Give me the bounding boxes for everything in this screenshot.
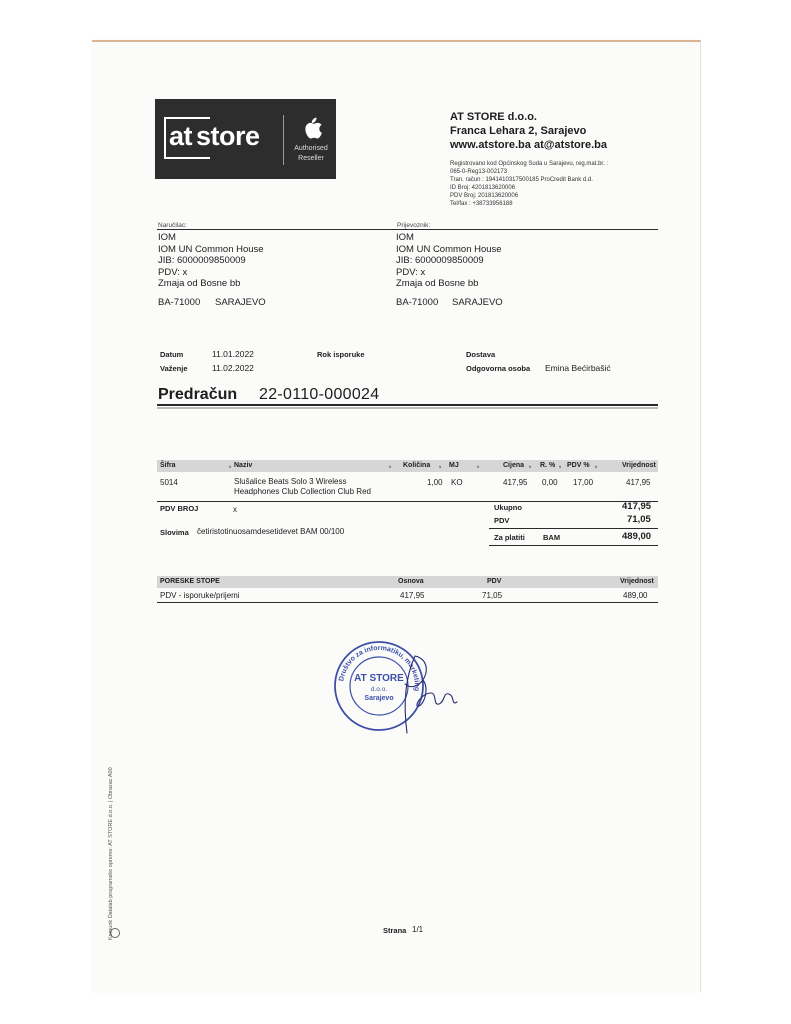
amount-in-words-label: Slovima (160, 528, 189, 537)
buyer-label: Naručilac: (158, 222, 187, 229)
item-naziv-line-1: Slušalice Beats Solo 3 Wireless (234, 477, 347, 486)
reseller-text: Reseller (298, 155, 324, 162)
col-sifra: Šifra (160, 462, 176, 469)
company-id-number: ID Broj: 4201813620006 (450, 185, 516, 191)
tax-col-osnova: Osnova (398, 578, 424, 585)
page-label: Strana (383, 926, 407, 935)
company-web: www.atstore.ba at@atstore.ba (450, 139, 608, 151)
col-pdv: PDV % (567, 462, 590, 469)
subtotal-value: 417,95 (622, 501, 652, 512)
company-info (450, 110, 608, 208)
company-bank-account: Tran. račun : 1941410317500185 ProCredit Bank d.d. (450, 177, 593, 183)
item-cijena: 417,95 (503, 478, 528, 487)
receiver-label: Prijevoznik: (397, 222, 431, 229)
tax-row-osnova: 417,95 (400, 591, 425, 600)
pdv-broj-value: x (233, 505, 237, 514)
buyer-name: IOM (158, 232, 176, 243)
stamp-center-doo: d.o.o. (370, 686, 388, 693)
col-sep-6: , (559, 462, 561, 469)
company-vat-number: PDV Broj: 201813620006 (450, 193, 519, 199)
buyer-postal: BA-71000 (158, 297, 201, 308)
receiver-postal: BA-71000 (396, 297, 439, 308)
company-registration: Registrovano kod Općinskog Suda u Sarajevu, reg.mat.br. : (450, 161, 609, 167)
stamp-center-city: Sarajevo (364, 695, 394, 702)
subtotal-label: Ukupno (494, 503, 522, 512)
title-underline (157, 404, 658, 406)
receiver-pdv: PDV: x (396, 266, 426, 278)
delivery-label: Dostava (466, 350, 496, 359)
tax-col-stope: PORESKE STOPE (160, 578, 220, 585)
date-value: 11.01.2022 (212, 349, 254, 359)
company-reg-number: 065-0-Reg13-002173 (450, 169, 508, 175)
col-sep-2: , (389, 462, 391, 469)
col-vrijednost: Vrijednost (622, 462, 656, 469)
document-number: 22-0110-000024 (259, 386, 380, 403)
buyer-street: Zmaja od Bosne bb (158, 278, 241, 289)
receiver-block (396, 232, 502, 290)
receiver-org: IOM UN Common House (396, 243, 502, 255)
item-pdv: 17,00 (573, 478, 594, 487)
logo-divider (283, 115, 284, 165)
receiver-street: Zmaja od Bosne bb (396, 278, 479, 289)
delivery-term-label: Rok isporuke (317, 350, 365, 359)
col-rabat: R. % (540, 462, 556, 469)
col-mj: MJ (449, 462, 459, 469)
grand-total-value: 489,00 (622, 531, 652, 542)
item-sifra: 5014 (160, 478, 178, 487)
page-value: 1/1 (412, 925, 424, 934)
col-sep-4: , (477, 462, 479, 469)
tax-row-pdv: 71,05 (482, 591, 503, 600)
amount-in-words-value: četiristotinuosamdesetidevet BAM 00/100 (197, 527, 345, 536)
buyer-city: SARAJEVO (215, 297, 266, 308)
tax-row-name: PDV - isporuke/prijemi (160, 591, 240, 600)
buyer-pdv: PDV: x (158, 266, 188, 278)
authorised-text: Authorised (294, 145, 328, 152)
tax-row-vrijednost: 489,00 (623, 591, 648, 600)
side-footer-text: Komunk Datalab programske opreme: AT STORE d.o.o. | Obrazac A00 (108, 767, 114, 940)
items-table-header (157, 460, 658, 472)
col-sep-3: , (439, 462, 441, 469)
vat-total-label: PDV (494, 516, 510, 525)
responsible-value: Emina Bećirbašić (545, 363, 611, 373)
col-naziv: Naziv (234, 462, 253, 469)
logo-store: store (196, 121, 260, 151)
tax-col-vrijednost: Vrijednost (620, 578, 654, 585)
col-cijena: Cijena (503, 462, 525, 469)
company-phone: Tel/fax : +38733956188 (450, 201, 513, 207)
authorised-reseller-label (286, 144, 336, 164)
logo-at: at (169, 121, 193, 151)
vat-total-value: 71,05 (627, 514, 651, 525)
signature-stroke (405, 656, 457, 733)
item-rabat: 0,00 (542, 478, 558, 487)
tax-table-bottom (157, 602, 658, 603)
col-kolicina: Količina (403, 462, 431, 469)
document-type: Predračun (158, 386, 238, 403)
tax-table-header (157, 576, 658, 588)
tax-col-pdv: PDV (487, 578, 502, 585)
title-underline-shadow (157, 407, 658, 409)
totals-divider (157, 501, 658, 502)
col-sep-5: , (529, 462, 531, 469)
col-sep-7: , (595, 462, 597, 469)
receiver-jib: JIB: 6000009850009 (396, 255, 484, 266)
item-kolicina: 1,00 (427, 478, 443, 487)
company-address: Franca Lehara 2, Sarajevo (450, 125, 587, 137)
grand-total-divider (489, 528, 658, 529)
stamp-ring-text: Društvo za informatiku, marketing (338, 644, 421, 692)
stamp-center-name: AT STORE (354, 673, 404, 684)
grand-total-currency: BAM (543, 533, 561, 542)
item-naziv (234, 477, 371, 497)
buyer-block (158, 232, 264, 290)
handwritten-signature (385, 648, 465, 738)
buyer-jib: JIB: 6000009850009 (158, 255, 246, 266)
receiver-city: SARAJEVO (452, 297, 503, 308)
at-store-logo (155, 99, 336, 179)
logo-wordmark (165, 120, 260, 152)
item-vrijednost: 417,95 (626, 478, 651, 487)
grand-total-label: Za platiti (494, 533, 525, 542)
buyer-org: IOM UN Common House (158, 243, 264, 255)
item-mj: KO (451, 478, 463, 487)
paper-sheet (92, 40, 701, 992)
date-label: Datum (160, 350, 184, 359)
company-name: AT STORE d.o.o. (450, 111, 537, 123)
validity-value: 11.02.2022 (212, 363, 254, 373)
pdv-broj-label: PDV BROJ (160, 504, 199, 513)
responsible-label: Odgovorna osoba (466, 364, 531, 373)
grand-total-underline (489, 545, 658, 546)
validity-label: Važenje (160, 364, 188, 373)
address-divider (157, 229, 658, 230)
receiver-name: IOM (396, 232, 414, 243)
item-naziv-line-2: Headphones Club Collection Club Red (234, 487, 371, 496)
apple-icon (301, 115, 323, 141)
col-sep-1: , (229, 462, 231, 469)
